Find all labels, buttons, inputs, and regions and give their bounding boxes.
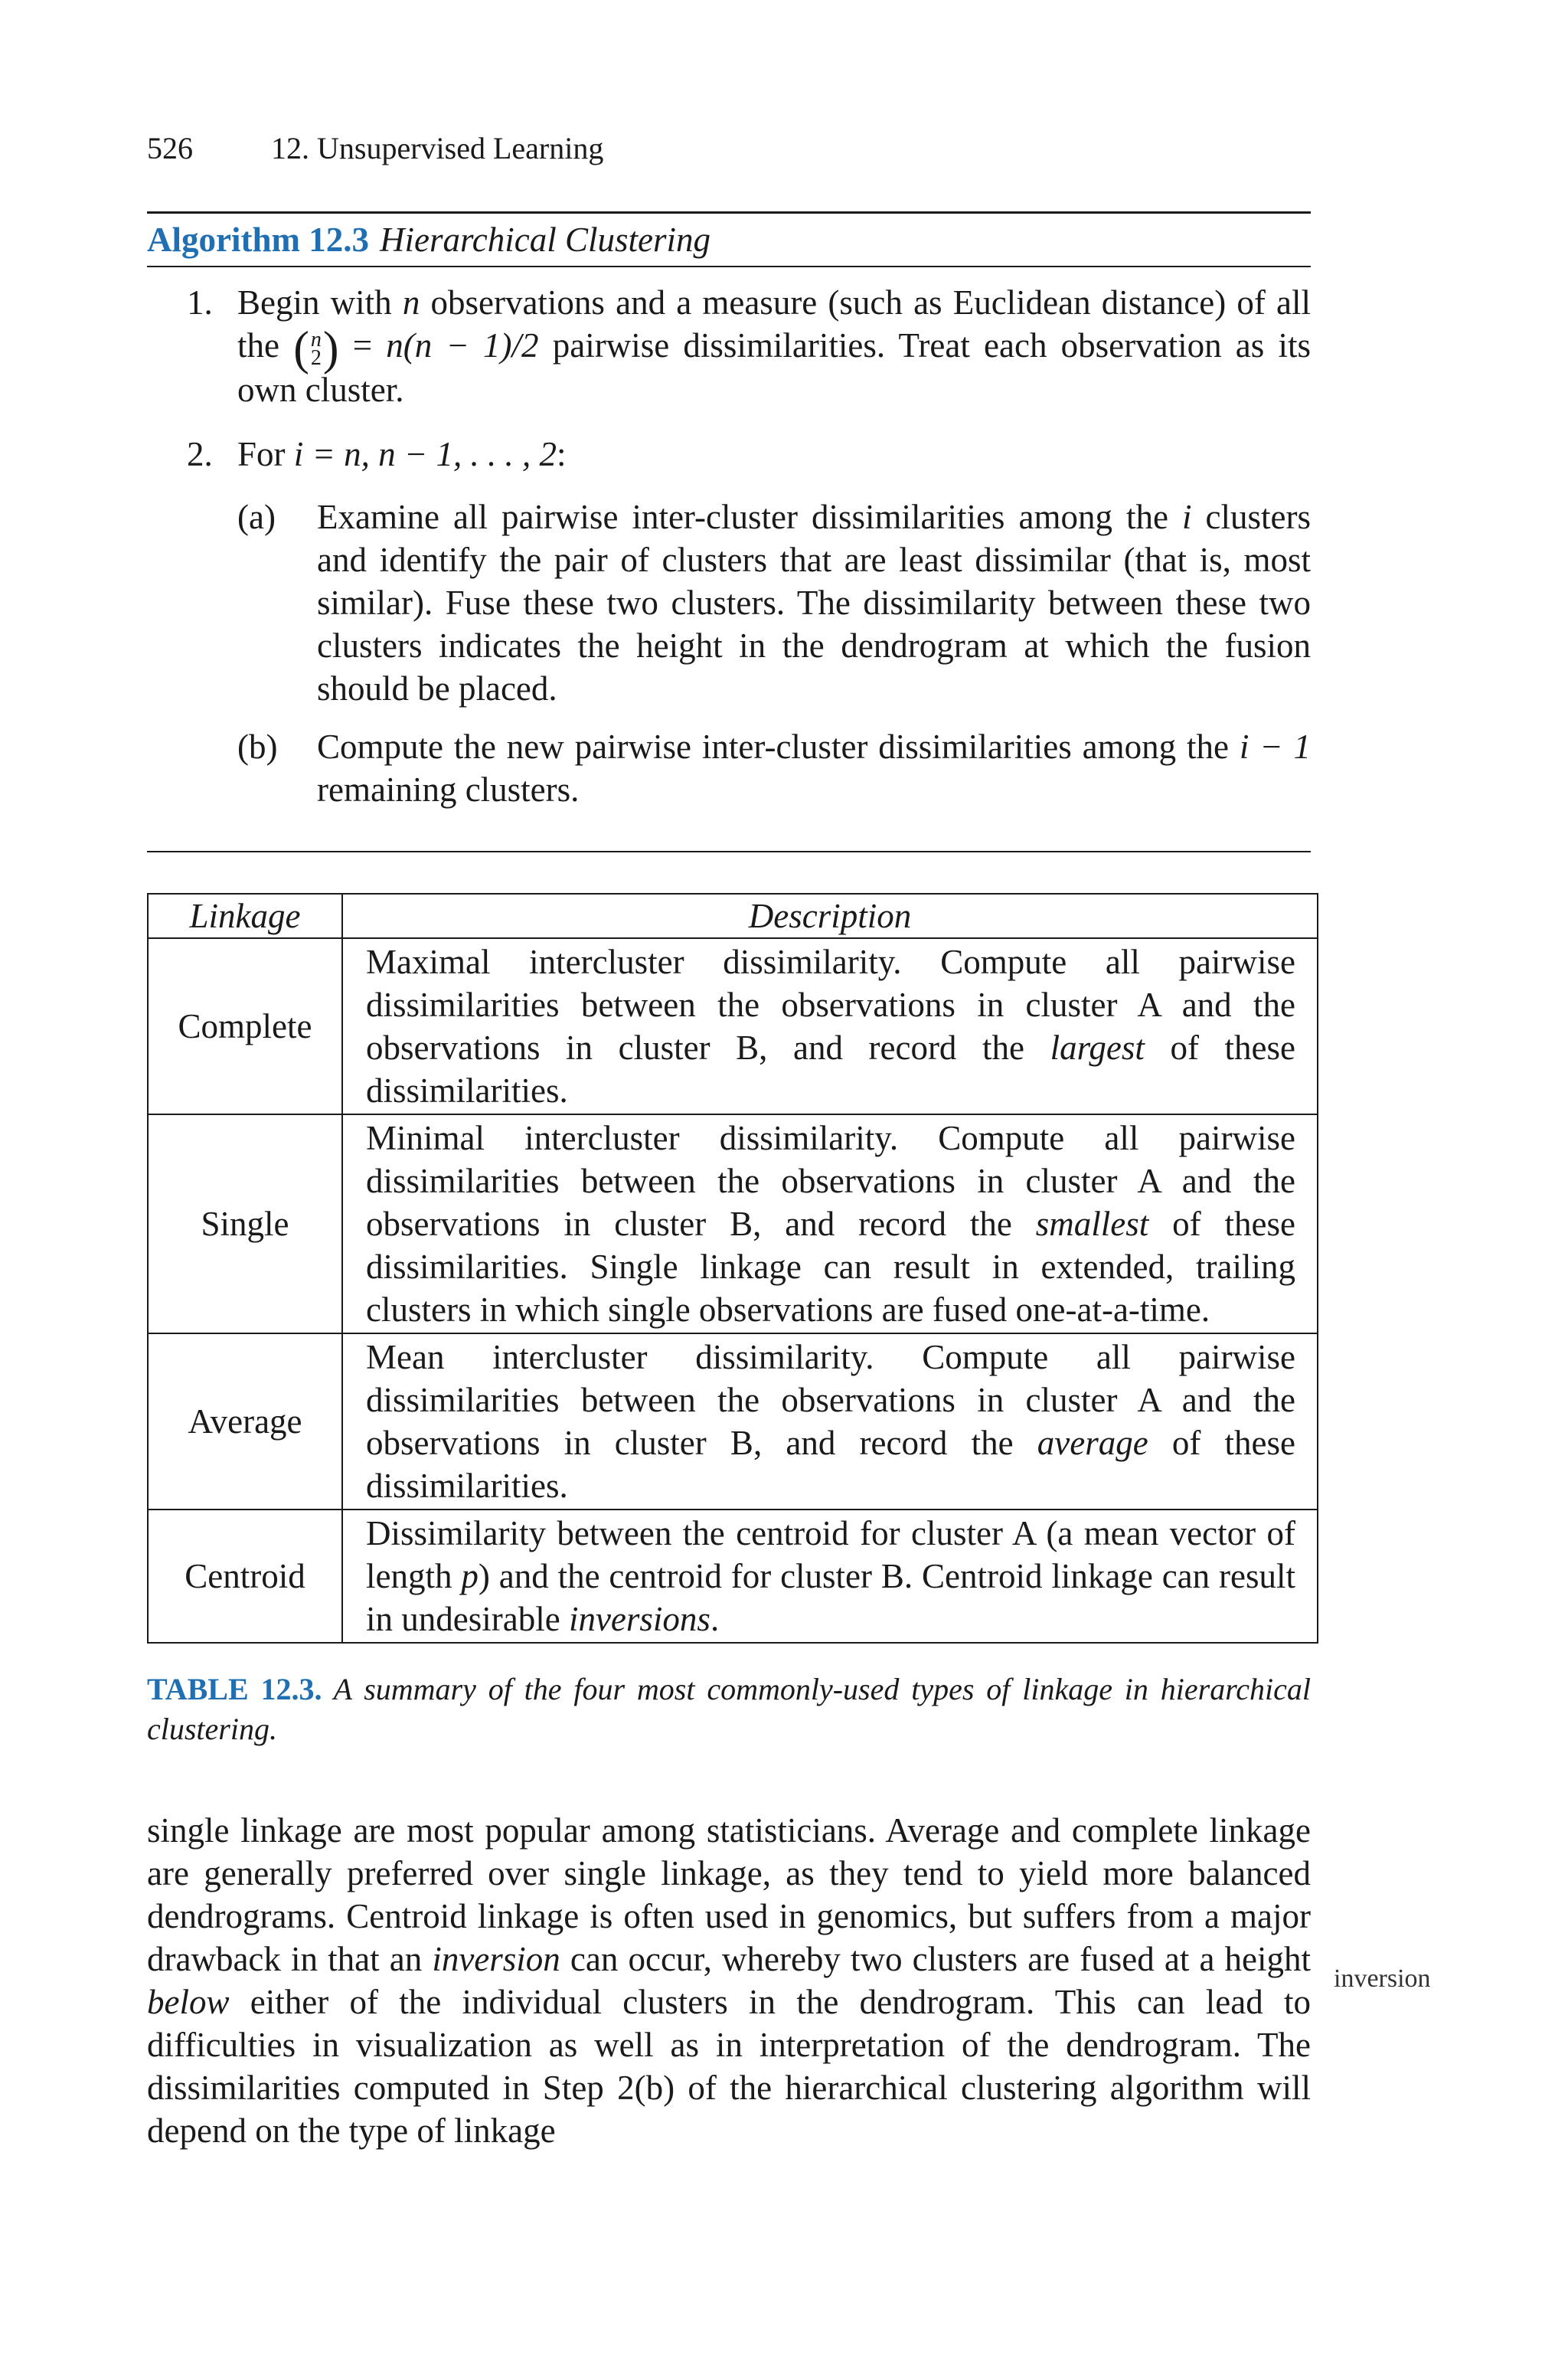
algorithm-box [147, 211, 1311, 852]
algorithm-label: Algorithm 12.3 [147, 221, 369, 259]
running-head [147, 129, 603, 168]
binom-top: n [310, 327, 322, 352]
binomial [310, 327, 322, 370]
math-formula: n(n − 1)/2 [386, 326, 539, 365]
body-paragraph [147, 1809, 1311, 2152]
math-n: n [402, 283, 420, 322]
substeps [237, 496, 1311, 811]
step-text: = [338, 326, 387, 365]
substep-number: (a) [237, 497, 276, 536]
linkage-description [342, 1510, 1318, 1643]
body-emphasis: below [147, 1983, 230, 2021]
binom-bottom: 2 [310, 345, 322, 370]
step-text: : [557, 434, 567, 473]
linkage-name: Complete [148, 938, 342, 1114]
desc-text: Mean intercluster dissimilarity. Compute all pairwise dissimilarities between the observations in cluster A and the observations in cluster B, and record the [366, 1338, 1295, 1462]
margin-note: inversion [1334, 1964, 1431, 1993]
algorithm-step-1 [147, 281, 1311, 411]
linkage-description [342, 1333, 1318, 1510]
desc-text: Maximal intercluster dissimilarity. Compute all pairwise dissimilarities between the observations in cluster A and the observations in cluster B, and record the [366, 943, 1295, 1067]
desc-text: Dissimilarity between the centroid for cluster A (a mean vector of length [366, 1514, 1295, 1595]
substep-text: Compute the new pairwise inter-cluster dissimilarities among the [317, 727, 1240, 766]
desc-text: Minimal intercluster dissimilarity. Compute all pairwise dissimilarities between the observations in cluster A and the observations in cluster B, and record the [366, 1119, 1295, 1243]
body-text: either of the individual clusters in the dendrogram. This can lead to difficulties in visualization as well as in interpretation of the dendrogram. The dissimilarities computed in Step 2(b) of the hierarchical clustering algorithm will depend on the type of linkage [147, 1983, 1311, 2150]
binom-open: ( [293, 322, 309, 375]
linkage-description [342, 1114, 1318, 1333]
table-row [148, 1333, 1318, 1510]
table-row [148, 1510, 1318, 1643]
substep-text: remaining clusters. [317, 770, 580, 809]
table-row [148, 1114, 1318, 1333]
table-caption [147, 1670, 1311, 1749]
desc-text: of these dissimilarities. Single linkage can result in extended, trailing clusters in which single observations are fused one-at-a-time. [366, 1205, 1296, 1329]
substep-text: Examine all pairwise inter-cluster dissimilarities among the [317, 497, 1182, 536]
desc-emphasis: average [1037, 1424, 1148, 1462]
header-description: Description [342, 894, 1318, 938]
table-row [148, 938, 1318, 1114]
algorithm-body [147, 267, 1311, 851]
desc-text: of these dissimilarities. [366, 1029, 1295, 1110]
step-text: pairwise dissimilarities. Treat each observation as its own cluster. [237, 326, 1311, 409]
body-emphasis: inversion [432, 1940, 560, 1978]
chapter-title: 12. Unsupervised Learning [271, 131, 604, 165]
linkage-name: Single [148, 1114, 342, 1333]
desc-emphasis: p [461, 1557, 479, 1595]
substep-text: clusters and identify the pair of clusters that are least dissimilar (that is, most similar). Fuse these two clusters. The dissimilarity between these two clusters indicates the height in the dendrogram at which the fusion should be placed. [317, 497, 1311, 708]
algorithm-step-2b [237, 725, 1311, 811]
linkage-name: Centroid [148, 1510, 342, 1643]
caption-text: A summary of the four most commonly-used types of linkage in hierarchical clustering. [147, 1672, 1312, 1746]
step-number: 2. [187, 434, 213, 473]
step-number: 1. [187, 283, 213, 322]
caption-label: TABLE 12.3. [147, 1672, 322, 1706]
algorithm-header [147, 214, 1311, 267]
linkage-table [147, 893, 1318, 1644]
body-text: single linkage are most popular among statisticians. Average and complete linkage are generally preferred over single linkage, as they tend to yield more balanced dendrograms. Centroid linkage is often used in genomics, but suffers from a major drawback in that an [147, 1811, 1311, 1978]
desc-emphasis: largest [1050, 1029, 1145, 1067]
table-header-row [148, 894, 1318, 938]
linkage-name: Average [148, 1333, 342, 1510]
binom-close: ) [322, 322, 339, 375]
math-expr: i − 1 [1239, 727, 1311, 766]
algorithm-step-2a [237, 496, 1311, 710]
linkage-description [342, 938, 1318, 1114]
desc-text: . [710, 1600, 720, 1638]
step-text: For [237, 434, 294, 473]
math-range: i = n, n − 1, . . . , 2 [293, 434, 557, 473]
desc-text: of these dissimilarities. [366, 1424, 1295, 1505]
substep-number: (b) [237, 727, 278, 766]
page-number: 526 [147, 131, 193, 165]
step-text: observations and a measure (such as Euclidean distance) of all the [237, 283, 1311, 365]
step-text: Begin with [237, 283, 403, 322]
algorithm-step-2 [147, 433, 1311, 811]
header-linkage: Linkage [148, 894, 342, 938]
body-text: can occur, whereby two clusters are fused at a height [560, 1940, 1312, 1978]
desc-emphasis: inversions [568, 1600, 710, 1638]
desc-emphasis: smallest [1035, 1205, 1149, 1243]
math-i: i [1181, 497, 1192, 536]
algorithm-name: Hierarchical Clustering [379, 221, 711, 259]
desc-text: ) and the centroid for cluster B. Centroid linkage can result in undesirable [366, 1557, 1296, 1638]
